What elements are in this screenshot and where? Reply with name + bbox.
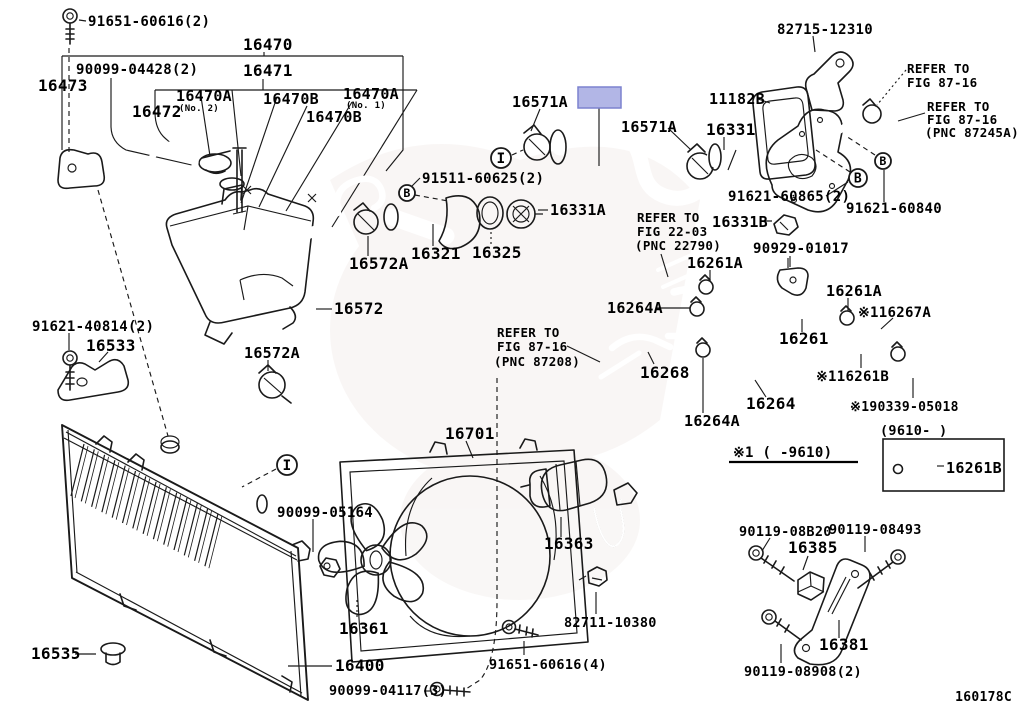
- label-16321[interactable]: 16321: [411, 244, 461, 263]
- label-16473[interactable]: 16473: [38, 76, 88, 95]
- label-8271512310[interactable]: 82715-12310: [777, 22, 874, 38]
- highlight-box[interactable]: [578, 87, 621, 108]
- svg-text:B: B: [879, 154, 887, 169]
- label-16261A[interactable]: 16261A: [826, 282, 882, 300]
- label-11182B[interactable]: 11182B: [709, 90, 765, 108]
- clamp-16572a-lower: [259, 360, 291, 403]
- label-16535[interactable]: 16535: [31, 644, 81, 663]
- label-16400[interactable]: 16400: [335, 656, 385, 675]
- label-16381[interactable]: 16381: [819, 635, 869, 654]
- label-91621608652[interactable]: 91621-60865(2): [728, 189, 851, 205]
- label-REFERTO: REFER TO: [497, 325, 560, 340]
- label-PNC22790: (PNC 22790): [635, 238, 722, 253]
- label-16470[interactable]: 16470: [243, 35, 293, 54]
- label-16571A[interactable]: 16571A: [621, 118, 677, 136]
- label-16472[interactable]: 16472: [132, 102, 182, 121]
- label-91651606164[interactable]: 91651-60616(4): [489, 657, 607, 673]
- label-9011908493[interactable]: 90119-08493: [829, 522, 922, 538]
- bracket-90929-01017: [777, 256, 808, 295]
- label-16385[interactable]: 16385: [788, 538, 838, 557]
- label-16572A[interactable]: 16572A: [349, 254, 409, 273]
- label-16325[interactable]: 16325: [472, 243, 522, 262]
- ref-circle-I: [277, 455, 297, 475]
- label-No2: (No. 2): [179, 104, 220, 114]
- dash-b2: [846, 136, 875, 155]
- bracket-16533: [58, 352, 128, 400]
- label-16470A[interactable]: 16470A: [176, 87, 232, 105]
- label-91621408142[interactable]: 91621-40814(2): [32, 319, 155, 335]
- ref-circle-I: [491, 148, 511, 168]
- label-FIG8716: FIG 87-16: [497, 339, 568, 354]
- label-No1: (No. 1): [346, 101, 387, 111]
- label-16363[interactable]: 16363: [544, 534, 594, 553]
- sensor-16331b: [764, 215, 798, 235]
- label-116267A[interactable]: ※116267A: [858, 305, 932, 321]
- tube-pnc-87245a: [888, 113, 925, 128]
- label-16264[interactable]: 16264: [746, 394, 796, 413]
- label-16572[interactable]: 16572: [334, 299, 384, 318]
- label-90099041173[interactable]: 90099-04117(3): [329, 683, 447, 699]
- label-FIG2203: FIG 22-03: [637, 224, 708, 239]
- svg-text:I: I: [282, 458, 292, 475]
- drain-plug-16535: [75, 643, 125, 665]
- ref-circle-B: [399, 185, 415, 201]
- label-16470B[interactable]: 16470B: [263, 90, 319, 108]
- bracket-82715-12310: [806, 36, 853, 111]
- label-16331A[interactable]: 16331A: [550, 201, 606, 219]
- reservoir-tank-16470: [166, 148, 313, 344]
- label-16571A[interactable]: 16571A: [512, 93, 568, 111]
- label-9011908B20[interactable]: 90119-08B20: [739, 524, 832, 540]
- label-90099044282[interactable]: 90099-04428(2): [76, 62, 199, 78]
- label-16261A[interactable]: 16261A: [687, 254, 743, 272]
- label-90119089082[interactable]: 90119-08908(2): [744, 664, 862, 680]
- label-8271110380[interactable]: 82711-10380: [564, 615, 657, 631]
- label-9162160840[interactable]: 91621-60840: [846, 201, 943, 217]
- label-FIG8716: FIG 87-16: [927, 112, 998, 127]
- label-REFERTO: REFER TO: [927, 99, 990, 114]
- dash-ref-1: [242, 469, 276, 487]
- label-91511606252[interactable]: 91511-60625(2): [422, 171, 545, 187]
- label-16572A[interactable]: 16572A: [244, 344, 300, 362]
- label-116261B[interactable]: ※116261B: [816, 369, 890, 385]
- option-note-header: (9610- ): [880, 423, 948, 439]
- hose-16572: [301, 231, 334, 419]
- label-REFERTO: REFER TO: [907, 61, 970, 76]
- tube-90339-05018: [906, 362, 928, 398]
- bolt-90119-08493: [858, 536, 905, 588]
- label-16471[interactable]: 16471: [243, 61, 293, 80]
- label-PNC87245A: (PNC 87245A): [925, 125, 1019, 140]
- label-9092901017[interactable]: 90929-01017: [753, 241, 850, 257]
- label-REFERTO: REFER TO: [637, 210, 700, 225]
- label-16264A[interactable]: 16264A: [684, 412, 740, 430]
- label-16701[interactable]: 16701: [445, 424, 495, 443]
- label-16261B[interactable]: 16261B: [946, 459, 1002, 477]
- label-16268[interactable]: 16268: [640, 363, 690, 382]
- part-16261b-option: [894, 459, 945, 474]
- label-16261[interactable]: 16261: [779, 329, 829, 348]
- label-91651606162[interactable]: 91651-60616(2): [88, 14, 211, 30]
- label-16470B[interactable]: 16470B: [306, 108, 362, 126]
- bolt-91621-40814: [63, 333, 77, 390]
- label-16470A[interactable]: 16470A: [343, 85, 399, 103]
- label-16331[interactable]: 16331: [706, 120, 756, 139]
- label-19033905018[interactable]: ※190339-05018: [850, 400, 959, 415]
- svg-text:I: I: [496, 151, 506, 168]
- clamp-16571a-left: [512, 109, 550, 160]
- label-16361[interactable]: 16361: [339, 619, 389, 638]
- asterisk-note: ※1 ( -9610): [733, 445, 833, 461]
- svg-text:B: B: [853, 171, 863, 187]
- nut-90099-05164: [313, 519, 340, 577]
- label-16533[interactable]: 16533: [86, 336, 136, 355]
- dash-b1: [816, 150, 850, 172]
- label-9009905164[interactable]: 90099-05164: [277, 505, 374, 521]
- svg-text:B: B: [403, 186, 411, 201]
- ref-circle-B: [849, 169, 867, 187]
- label-FIG8716: FIG 87-16: [907, 75, 978, 90]
- ref-circle-B: [875, 153, 891, 169]
- label-160178C: 160178C: [955, 690, 1012, 705]
- label-16331B[interactable]: 16331B: [712, 213, 768, 231]
- label-16264A[interactable]: 16264A: [607, 299, 663, 317]
- label-PNC87208: (PNC 87208): [494, 354, 581, 369]
- spacer-16385: [798, 556, 824, 600]
